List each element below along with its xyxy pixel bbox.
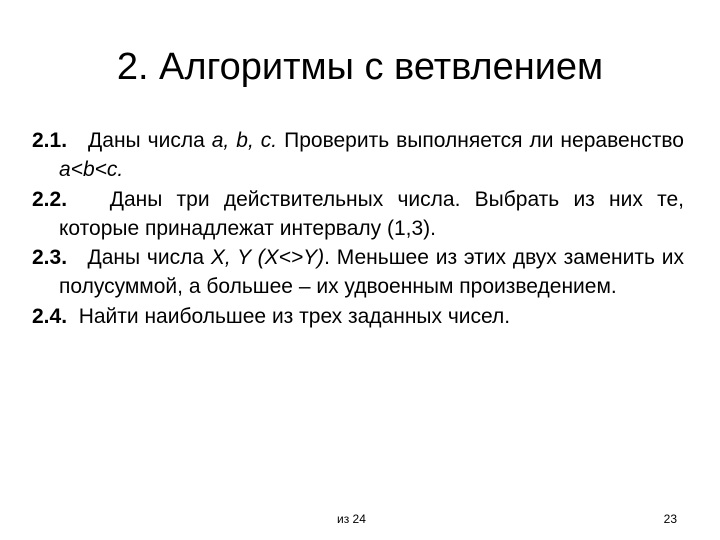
- slide-title: 2. Алгоритмы с ветвлением: [116, 46, 604, 88]
- task-list: [32, 126, 684, 331]
- task-number: 2.2.: [32, 187, 68, 211]
- task-text: Даны числа: [87, 246, 211, 270]
- task-text: Проверить выполняется ли неравенство: [277, 129, 684, 152]
- task-item: [32, 126, 684, 185]
- task-math: X, Y (X<>Y): [210, 246, 325, 270]
- task-item: [32, 185, 684, 244]
- task-text: Найти наибольшее из трех заданных чисел.: [78, 304, 511, 328]
- page-of-label: из 24: [337, 512, 366, 526]
- task-number: 2.1.: [32, 129, 68, 152]
- page-number: 23: [663, 512, 677, 526]
- task-math: a<b<c.: [59, 158, 124, 182]
- task-text: Даны числа: [88, 129, 212, 152]
- task-item: [32, 243, 684, 302]
- task-text: Даны три действительных числа. Выбрать из них те, которые принадлежат интервалу (1,3).: [59, 187, 684, 240]
- task-text: . Меньшее из этих двух заменить их полусуммой, а большее – их удвоенным произведением.: [59, 246, 684, 299]
- task-math: a, b, c.: [211, 129, 278, 152]
- task-item: [32, 302, 684, 331]
- task-number: 2.3.: [32, 246, 68, 270]
- task-number: 2.4.: [32, 304, 68, 328]
